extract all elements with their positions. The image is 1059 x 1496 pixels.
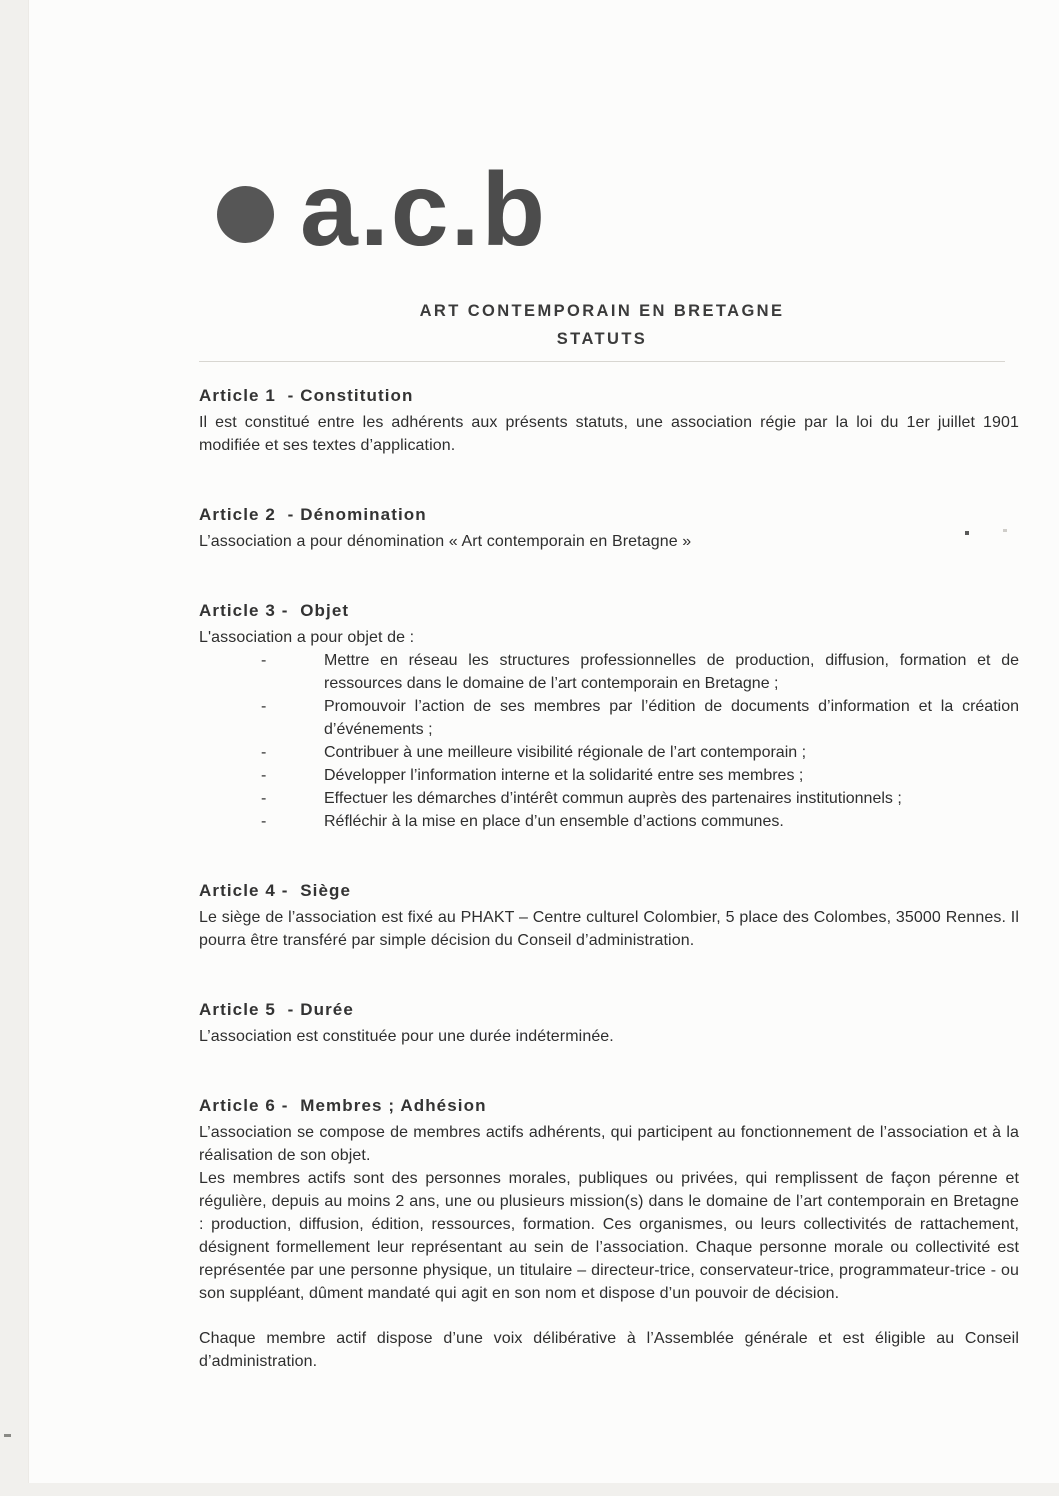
list-item <box>199 810 1019 833</box>
list-item <box>199 741 1019 764</box>
acb-logo <box>217 152 547 268</box>
article-1-section <box>199 384 1019 457</box>
list-item-text: Développer l’information interne et la solidarité entre ses membres ; <box>324 767 804 784</box>
list-item <box>199 764 1019 787</box>
article-6-paragraph-1: L’association se compose de membres actifs adhérents, qui participent au fonctionnement de l’association et à la réalisation de son objet. <box>199 1124 1019 1164</box>
document-body <box>199 384 1019 1373</box>
logo-text: a.c.b <box>300 152 547 268</box>
scan-artifact <box>4 1434 11 1437</box>
list-item-text: Effectuer les démarches d’intérêt commun auprès des partenaires institutionnels ; <box>324 790 902 807</box>
list-item <box>199 695 1019 741</box>
article-2-paragraph: L’association a pour dénomination « Art contemporain en Bretagne » <box>199 533 692 550</box>
article-6-paragraph-3: Chaque membre actif dispose d’une voix délibérative à l’Assemblée générale et est éligible au Conseil d’administration. <box>199 1330 1019 1370</box>
list-item-text: Contribuer à une meilleure visibilité régionale de l’art contemporain ; <box>324 744 807 761</box>
article-1-heading: Article 1 - Constitution <box>199 386 414 405</box>
article-5-heading: Article 5 - Durée <box>199 1000 354 1019</box>
article-4-paragraph: Le siège de l’association est fixé au PHAKT – Centre culturel Colombier, 5 place des Colombes, 35000 Rennes. Il pourra être transféré par simple décision du Conseil d’administration. <box>199 909 1019 949</box>
article-3-intro: L'association a pour objet de : <box>199 629 415 646</box>
bullet-dash: - <box>261 652 267 669</box>
list-item <box>199 649 1019 695</box>
list-item <box>199 787 1019 810</box>
article-5-section <box>199 998 1019 1048</box>
article-4-section <box>199 879 1019 952</box>
article-3-section <box>199 599 1019 833</box>
scan-artifact <box>965 531 969 535</box>
list-item-text: Promouvoir l’action de ses membres par l’édition de documents d’information et la création d’événements ; <box>324 698 1019 738</box>
article-6-paragraph-2: Les membres actifs sont des personnes morales, publiques ou privées, qui remplissent de façon pérenne et régulière, depuis au moins 2 ans, une ou plusieurs mission(s) dans le domaine de l’art contemporain en Bretagne : production, diffusion, édition, ressources, formation. Ces organismes, ou leurs collectivités de rattachement, désignent formellement leur représentant au sein de l’association. Chaque personne morale ou collectivité est représentée par une personne physique, un titulaire – directeur-trice, conservateur-trice, programmateur-trice - ou son suppléant, dûment mandaté qui agit en son nom et dispose d’un pouvoir de décision. <box>199 1170 1019 1302</box>
article-6-section <box>199 1094 1019 1373</box>
article-1-paragraph: Il est constitué entre les adhérents aux présents statuts, une association régie par la loi du 1er juillet 1901 modifiée et ses textes d’application. <box>199 414 1019 454</box>
title-divider <box>199 361 1005 362</box>
document-page <box>28 0 1059 1483</box>
article-2-section <box>199 503 1019 553</box>
article-5-paragraph: L’association est constituée pour une durée indéterminée. <box>199 1028 614 1045</box>
objectives-list <box>199 649 1019 833</box>
list-item-text: Mettre en réseau les structures professionnelles de production, diffusion, formation et de ressources dans le domaine de l’art contemporain en Bretagne ; <box>324 652 1019 692</box>
bullet-dash: - <box>261 698 267 715</box>
scan-artifact <box>1003 529 1007 532</box>
bullet-dash: - <box>261 790 267 807</box>
document-title-block <box>199 297 1005 353</box>
logo-dot-icon <box>217 186 274 243</box>
article-2-heading: Article 2 - Dénomination <box>199 505 427 524</box>
bullet-dash: - <box>261 813 267 830</box>
bullet-dash: - <box>261 767 267 784</box>
article-4-heading: Article 4 - Siège <box>199 881 352 900</box>
document-title: ART CONTEMPORAIN EN BRETAGNE <box>419 302 785 320</box>
article-3-heading: Article 3 - Objet <box>199 601 350 620</box>
bullet-dash: - <box>261 744 267 761</box>
article-6-heading: Article 6 - Membres ; Adhésion <box>199 1096 487 1115</box>
list-item-text: Réfléchir à la mise en place d’un ensemble d’actions communes. <box>324 813 784 830</box>
document-subtitle: STATUTS <box>556 330 648 348</box>
